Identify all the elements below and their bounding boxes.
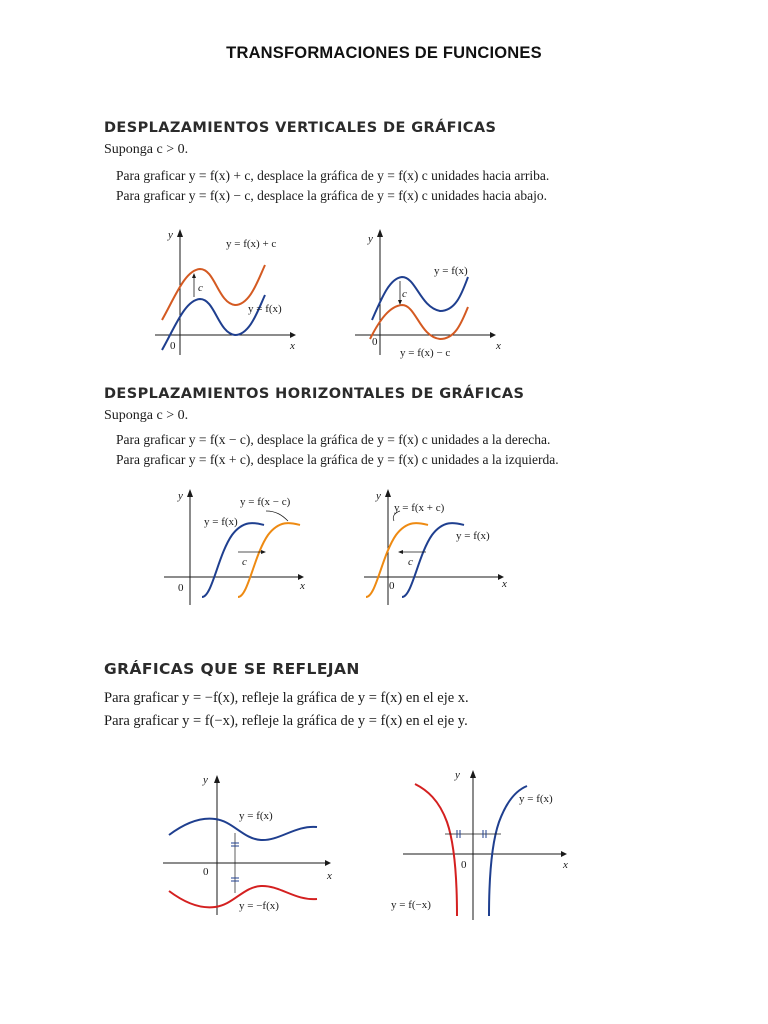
original-curve-label: y = f(x) <box>239 810 273 822</box>
original-curve-label: y = f(x) <box>519 793 553 805</box>
reflection-rule-y: Para graficar y = f(−x), refleje la gráfica de y = f(x) en el eje y. <box>104 713 468 729</box>
reflect-x-graph <box>155 765 355 925</box>
x-axis-label: x <box>563 859 568 871</box>
x-axis-label: x <box>496 340 501 352</box>
y-axis-label: y <box>203 774 208 786</box>
x-axis-arrow <box>561 851 567 857</box>
shifted-left-curve <box>366 523 428 597</box>
reflection-section <box>104 660 469 730</box>
vertical-rule-up: Para graficar y = f(x) + c, desplace la gráfica de y = f(x) c unidades hacia arriba. <box>116 168 550 183</box>
original-curve-label: y = f(x) <box>248 303 282 315</box>
shifted-curve-label: y = f(x − c) <box>240 496 291 508</box>
y-axis-label: y <box>376 490 381 502</box>
original-curve-label: y = f(x) <box>456 530 490 542</box>
shift-arrowhead <box>261 550 266 554</box>
x-axis-arrow <box>490 332 496 338</box>
horizontal-shift-heading: DESPLAZAMIENTOS HORIZONTALES DE GRÁFICAS <box>104 386 525 402</box>
vertical-suppose-text: Suponga c > 0. <box>104 142 189 157</box>
shifted-curve-label: y = f(x) + c <box>226 238 277 250</box>
shifted-curve-label: y = f(x) − c <box>400 347 451 359</box>
shift-label: c <box>408 556 413 568</box>
shifted-curve-label: y = f(x + c) <box>394 502 445 514</box>
vertical-up-graph <box>150 225 320 360</box>
y-axis-label: y <box>455 769 460 781</box>
page-title: TRANSFORMACIONES DE FUNCIONES <box>226 44 542 62</box>
horizontal-rule-left: Para graficar y = f(x + c), desplace la gráfica de y = f(x) c unidades a la izquierda. <box>116 452 559 467</box>
shifted-right-curve <box>238 523 300 597</box>
y-axis-arrow <box>177 229 183 237</box>
shifted-down-curve <box>370 305 468 339</box>
vertical-down-graph <box>350 225 520 365</box>
x-axis-arrow <box>325 860 331 866</box>
shift-label: c <box>198 282 203 294</box>
horizontal-right-graph <box>160 485 330 615</box>
origin-label: 0 <box>178 582 184 594</box>
original-curve <box>202 523 264 597</box>
label-pointer <box>266 511 288 521</box>
shift-label: c <box>402 288 407 300</box>
x-axis-arrow <box>290 332 296 338</box>
horizontal-suppose-text: Suponga c > 0. <box>104 408 189 423</box>
x-axis-label: x <box>327 870 332 882</box>
origin-label: 0 <box>372 336 378 348</box>
shift-label: c <box>242 556 247 568</box>
origin-label: 0 <box>461 859 467 871</box>
y-axis-label: y <box>178 490 183 502</box>
reflect-y-graph <box>385 760 585 925</box>
origin-label: 0 <box>203 866 209 878</box>
y-axis-arrow <box>470 770 476 778</box>
reflected-curve <box>415 784 457 916</box>
horizontal-shift-section <box>104 386 559 468</box>
original-curve-label: y = f(x) <box>434 265 468 277</box>
y-axis-arrow <box>385 489 391 497</box>
reflected-curve-label: y = −f(x) <box>239 900 279 912</box>
x-axis-label: x <box>502 578 507 590</box>
reflected-curve-label: y = f(−x) <box>391 899 431 911</box>
vertical-shift-section <box>104 120 549 204</box>
original-curve <box>489 786 527 916</box>
vertical-shift-heading: DESPLAZAMIENTOS VERTICALES DE GRÁFICAS <box>104 120 497 136</box>
y-axis-label: y <box>168 229 173 241</box>
shift-arrowhead <box>192 273 196 278</box>
y-axis-arrow <box>187 489 193 497</box>
original-curve-label: y = f(x) <box>204 516 238 528</box>
x-axis-label: x <box>290 340 295 352</box>
reflection-rule-x: Para graficar y = −f(x), refleje la gráfica de y = f(x) en el eje x. <box>104 690 469 706</box>
horizontal-rule-right: Para graficar y = f(x − c), desplace la gráfica de y = f(x) c unidades a la derecha. <box>116 432 551 447</box>
x-axis-label: x <box>300 580 305 592</box>
y-axis-arrow <box>214 775 220 783</box>
shift-arrowhead <box>398 550 403 554</box>
y-axis-arrow <box>377 229 383 237</box>
origin-label: 0 <box>389 580 395 592</box>
y-axis-label: y <box>368 233 373 245</box>
reflection-heading: GRÁFICAS QUE SE REFLEJAN <box>104 660 360 678</box>
horizontal-left-graph <box>360 485 530 615</box>
vertical-rule-down: Para graficar y = f(x) − c, desplace la gráfica de y = f(x) c unidades hacia abajo. <box>116 188 547 203</box>
origin-label: 0 <box>170 340 176 352</box>
